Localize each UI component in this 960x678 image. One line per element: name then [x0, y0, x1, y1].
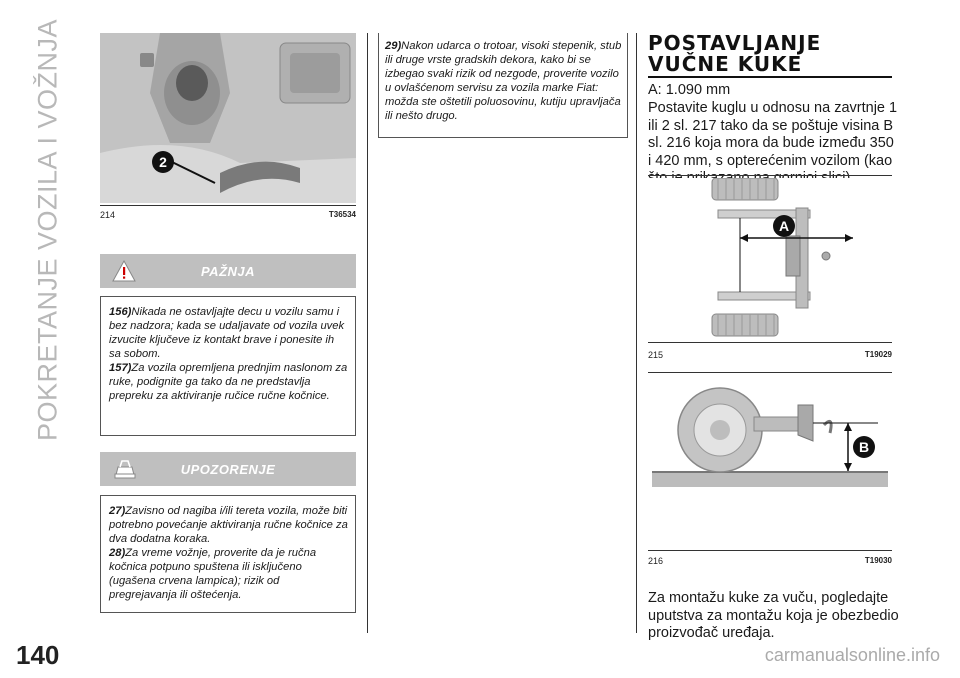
- figure-214-code: T36534: [328, 210, 356, 219]
- column-divider-2: [636, 33, 637, 633]
- warning-item-28: 28)Za vreme vožnje, proverite da je ručna kočnica potpuno spuštena ili isključeno (ugašena crvena lampica); rizik od pregrejavanja ili oštećenja.: [109, 547, 317, 601]
- footer-watermark: carmanualsonline.info: [764, 645, 940, 665]
- warning-item-29: 29)Nakon udarca o trotoar, visoki stepenik, stub ili druge vrste gradskih dekora, kako bi se izbegao svaki rizik od nezgode, proverite vozilo u ovlašćenom servisu za vozila marke Fiat: možda ste oštetili poluosovinu, kutiju upravljača ili nešto drugo.: [385, 40, 622, 122]
- figure-214-number: 214: [100, 210, 116, 220]
- section-heading-line-1: POSTAVLJANJE: [648, 31, 822, 55]
- figure-216-callout: B: [858, 439, 870, 455]
- figure-216-number: 216: [648, 556, 664, 566]
- caution-header: [100, 254, 356, 288]
- side-section-title-wrap: [18, 18, 78, 442]
- heading-underline: [648, 76, 892, 78]
- figure-215-rule: [648, 342, 892, 343]
- warning-header: [100, 452, 356, 486]
- section-heading: [648, 33, 821, 75]
- figure-215-callout: A: [778, 218, 790, 234]
- figure-215-number: 215: [648, 350, 664, 360]
- column-divider-1: [367, 33, 368, 633]
- figure-216-rule: [648, 550, 892, 551]
- section-heading-line-2: VUČNE KUKE: [648, 52, 803, 76]
- dimension-spec: A: 1.090 mm: [648, 82, 731, 98]
- figure-215-image: [648, 178, 892, 340]
- figure-216-top-rule: [648, 372, 892, 373]
- instruction-paragraph-2: Za montažu kuke za vuču, pogledajte uputstva za montažu koja je obezbedio proizvođač uređaja.: [648, 590, 899, 641]
- warning-continued-box: [378, 33, 628, 138]
- figure-215-top-rule: [648, 175, 892, 176]
- figure-215-code: T19029: [864, 350, 892, 359]
- figure-214-callout: 2: [159, 154, 167, 170]
- instruction-paragraph-1: Postavite kuglu u odnosu na zavrtnje 1 ili 2 sl. 217 tako da se poštuje visina B sl. 216 koja mora da bude između 350 i 420 mm, s opterećenim vozilom (kao: [648, 100, 898, 169]
- warning-title: UPOZORENJE: [180, 462, 276, 477]
- page-number: 140: [16, 640, 60, 670]
- caution-item-157: 157)Za vozila opremljena prednjim naslonom za ruke, podignite ga tako da ne predstavlja prepreku za aktiviranje ručice ručne kočnice.: [109, 362, 348, 402]
- figure-216-code: T19030: [864, 556, 892, 565]
- warning-box: [100, 495, 356, 613]
- caution-item-156: 156)Nikada ne ostavljajte decu u vozilu samu i bez nadzora; kada se udaljavate od vozila uvek izvucite ključeve iz kontakt brave i ponesite ih sa sobom.: [109, 306, 345, 360]
- caution-box: [100, 296, 356, 436]
- warning-item-27: 27)Zavisno od nagiba i/ili tereta vozila, može biti potrebno povećanje aktiviranja ručne kočnice za dva dodatna koraka.: [109, 505, 348, 545]
- figure-214-rule: [100, 205, 356, 206]
- caution-title: PAŽNJA: [200, 264, 256, 279]
- side-section-title: POKRETANJE VOZILA I VOŽNJA: [32, 18, 63, 442]
- figure-216-image: [648, 375, 892, 545]
- figure-214-image: [100, 33, 356, 203]
